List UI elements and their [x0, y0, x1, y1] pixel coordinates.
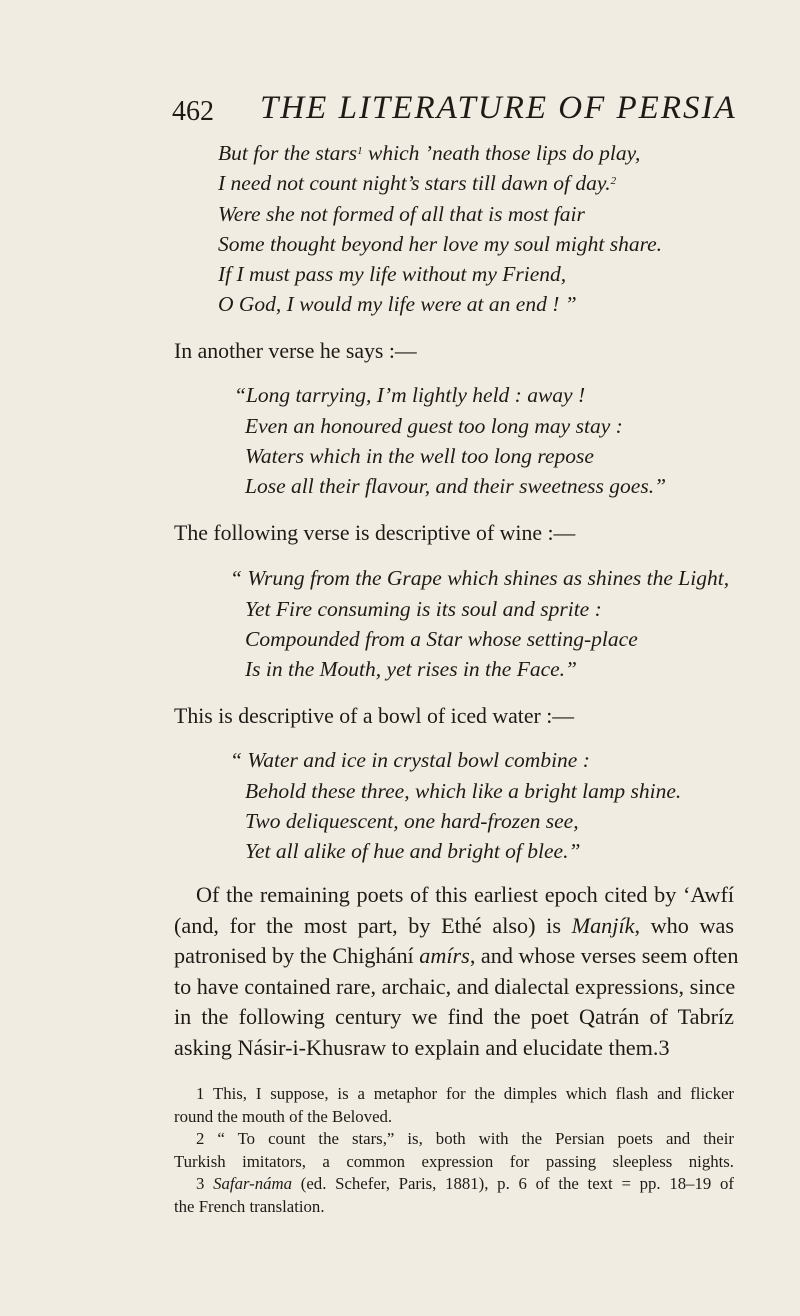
footnote-line: round the mouth of the Beloved. [174, 1106, 393, 1126]
verse-line: I need not count night’s stars till dawn of day.$^2$ [218, 171, 617, 195]
verse-line: If I must pass my life without my Friend, [218, 262, 567, 286]
footnote-line: Turkish imitators, a common expression for passing sleepless nights. [174, 1151, 734, 1171]
footnotes [174, 1083, 734, 1218]
verse-line: Some thought beyond her love my soul might share. [218, 232, 663, 256]
footnote-ref: 1 [357, 145, 363, 157]
paragraph-line: Of the remaining poets of this earliest epoch cited by ‘Awfí [196, 882, 734, 907]
intro-line: In another verse he says :— [174, 339, 417, 363]
paragraph-line: (and, for the most part, by Ethé also) is Manjík, who was [174, 912, 734, 938]
verse-line: “ Water and ice in crystal bowl combine : [230, 748, 590, 772]
verse-line: O God, I would my life were at an end ! ” [218, 292, 577, 316]
paragraph-line: in the following century we find the poet Qatrán of Tabríz [174, 1004, 734, 1029]
verse-line: “Long tarrying, I’m lightly held : away ! [234, 383, 586, 407]
intro-line: This is descriptive of a bowl of iced water :— [174, 704, 575, 728]
verse-line: But for the stars$^1$ which ’neath those lips do play, [218, 141, 641, 165]
verse-line: Even an honoured guest too long may stay : [245, 414, 623, 438]
verse-line: Behold these three, which like a bright lamp shine. [245, 779, 682, 803]
footnote-line: 1 This, I suppose, is a metaphor for the dimples which flash and flicker [196, 1084, 734, 1103]
paragraph-line: patronised by the Chighání amírs, and whose verses seem often [174, 943, 739, 968]
verse-line: Yet Fire consuming is its soul and sprite : [245, 597, 602, 621]
footnote-line: 3 Safar-náma (ed. Schefer, Paris, 1881), p. 6 of the text = pp. 18–19 of [196, 1174, 734, 1193]
verse-line: Waters which in the well too long repose [245, 444, 594, 468]
verse-line: Lose all their flavour, and their sweetness goes.” [245, 474, 667, 498]
body-paragraph [174, 880, 739, 1063]
page-number: 462 [172, 96, 214, 127]
verse-line: “ Wrung from the Grape which shines as shines the Light, [230, 566, 730, 590]
footnote-line: the French translation. [174, 1196, 325, 1216]
verse-line: Two deliquescent, one hard-frozen see, [245, 809, 579, 833]
footnote-ref: 2 [610, 175, 617, 187]
paragraph-line: asking Násir-i-Khusraw to explain and elucidate them.3 [174, 1034, 670, 1060]
verse-line: Compounded from a Star whose setting-place [245, 627, 638, 651]
page-header [172, 88, 737, 132]
verse-line: Yet all alike of hue and bright of blee.” [245, 839, 581, 863]
intro-line: The following verse is descriptive of wine :— [174, 521, 576, 545]
paragraph-line: to have contained rare, archaic, and dialectal expressions, since [174, 973, 736, 999]
verse-line: Were she not formed of all that is most fair [218, 202, 585, 226]
verse-line: Is in the Mouth, yet rises in the Face.” [245, 657, 577, 681]
running-title: THE LITERATURE OF PERSIA [260, 90, 737, 126]
footnote-line: 2 “ To count the stars,” is, both with the Persian poets and their [196, 1129, 734, 1148]
